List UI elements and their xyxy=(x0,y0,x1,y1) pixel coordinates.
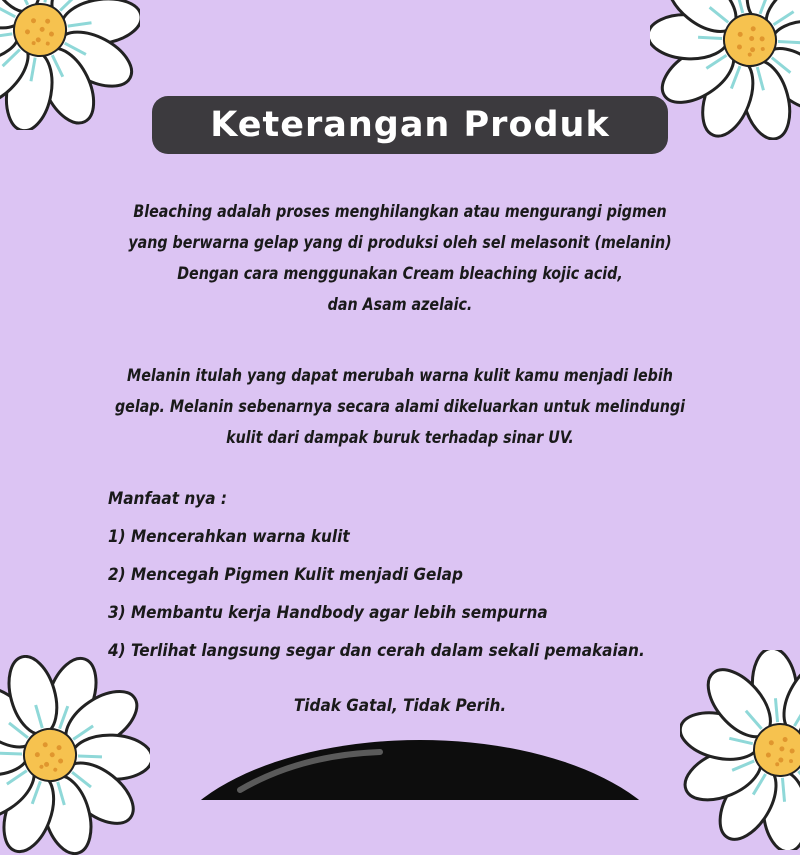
list-item: 2) Mencegah Pigmen Kulit menjadi Gelap xyxy=(108,565,463,585)
list-item: 1) Mencerahkan warna kulit xyxy=(108,527,350,547)
description-paragraph-1: Bleaching adalah proses menghilangkan atau mengurangi pigmen yang berwarna gelap yang di produksi oleh sel melasonit (melanin) Dengan cara menggunakan Cream bleaching kojic acid, dan Asam azelaic. xyxy=(128,202,672,314)
list-item: 4) Terlihat langsung segar dan cerah dalam sekali pemakaian. xyxy=(108,641,645,661)
page-title: Keterangan Produk xyxy=(210,105,610,145)
description-paragraph-2: Melanin itulah yang dapat merubah warna kulit kamu menjadi lebih gelap. Melanin sebenarnya secara alami dikeluarkan untuk melindungi kulit dari dampak buruk terhadap sinar UV. xyxy=(114,366,686,447)
list-item: 3) Membantu kerja Handbody agar lebih sempurna xyxy=(108,603,548,623)
title-banner xyxy=(152,96,668,154)
benefits-list xyxy=(108,480,768,670)
benefits-heading: Manfaat nya : xyxy=(108,489,227,509)
footer-tagline: Tidak Gatal, Tidak Perih. xyxy=(293,696,507,716)
